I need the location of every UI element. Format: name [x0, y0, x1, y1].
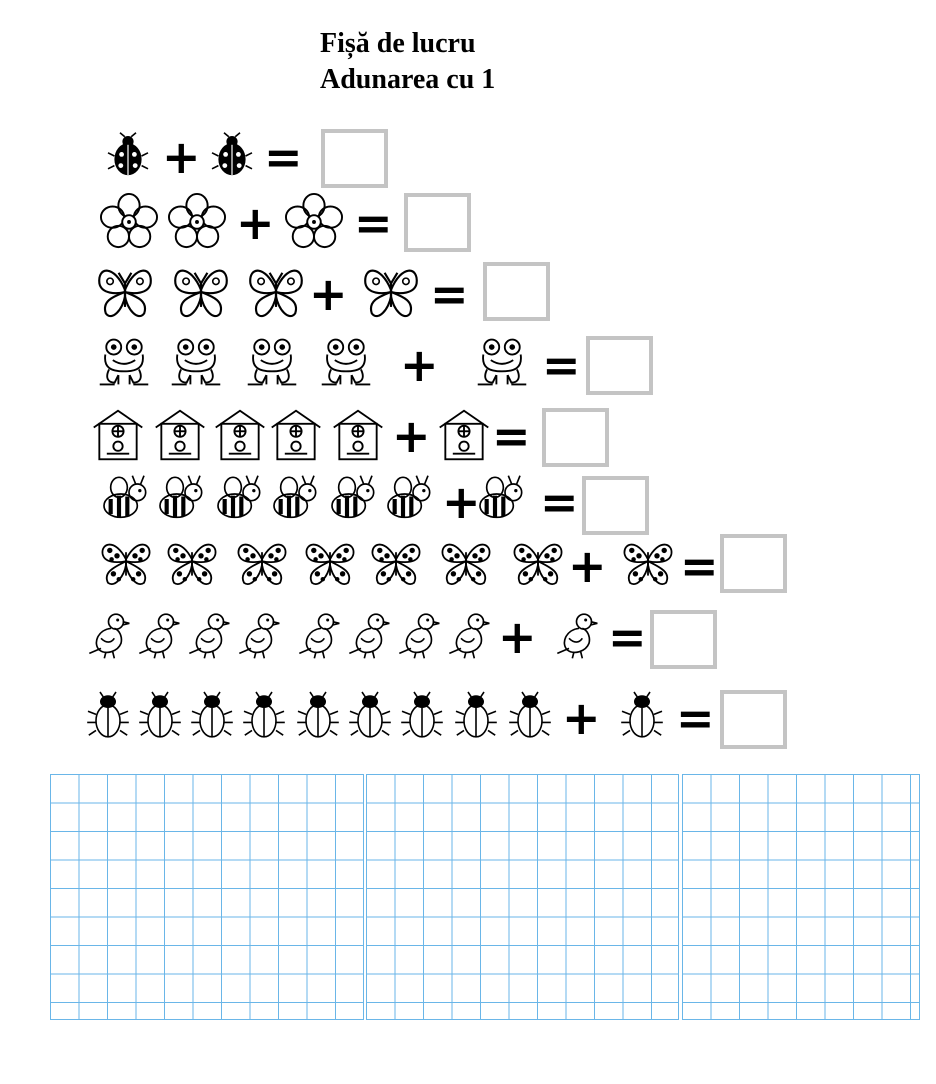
- grid-panel-2: [366, 774, 679, 1020]
- equals-sign: =: [608, 610, 647, 664]
- plus-sign: +: [236, 196, 275, 250]
- plus-sign: +: [400, 338, 439, 392]
- equals-sign: =: [676, 691, 715, 745]
- squared-writing-grid: [50, 774, 920, 1020]
- plus-sign: +: [392, 409, 431, 463]
- equals-sign: =: [540, 475, 579, 529]
- plus-sign: +: [568, 539, 607, 593]
- plus-sign: +: [309, 267, 348, 321]
- plus-sign: +: [162, 130, 201, 184]
- equals-sign: =: [264, 130, 303, 184]
- beetle-icon: [188, 688, 236, 744]
- beetle-icon: [346, 688, 394, 744]
- equals-sign: =: [542, 338, 581, 392]
- beetle-icon: [452, 688, 500, 744]
- title-line-1: Fișă de lucru: [320, 28, 476, 59]
- grid-panel-1: [50, 774, 364, 1020]
- beetle-icon: [84, 688, 132, 744]
- beetle-icon: [294, 688, 342, 744]
- equals-sign: =: [680, 539, 719, 593]
- equals-sign: =: [354, 196, 393, 250]
- beetle-icon: [136, 688, 184, 744]
- title-line-2: Adunarea cu 1: [320, 64, 496, 95]
- equals-sign: =: [430, 267, 469, 321]
- equals-sign: =: [492, 409, 531, 463]
- beetle-icon: [398, 688, 446, 744]
- beetle-icon: [618, 688, 666, 744]
- plus-sign: +: [442, 475, 481, 529]
- answer-box[interactable]: [720, 690, 787, 749]
- plus-sign: +: [562, 691, 601, 745]
- grid-panel-3: [682, 774, 920, 1020]
- plus-sign: +: [498, 610, 537, 664]
- beetle-icon: [240, 688, 288, 744]
- beetle-icon: [506, 688, 554, 744]
